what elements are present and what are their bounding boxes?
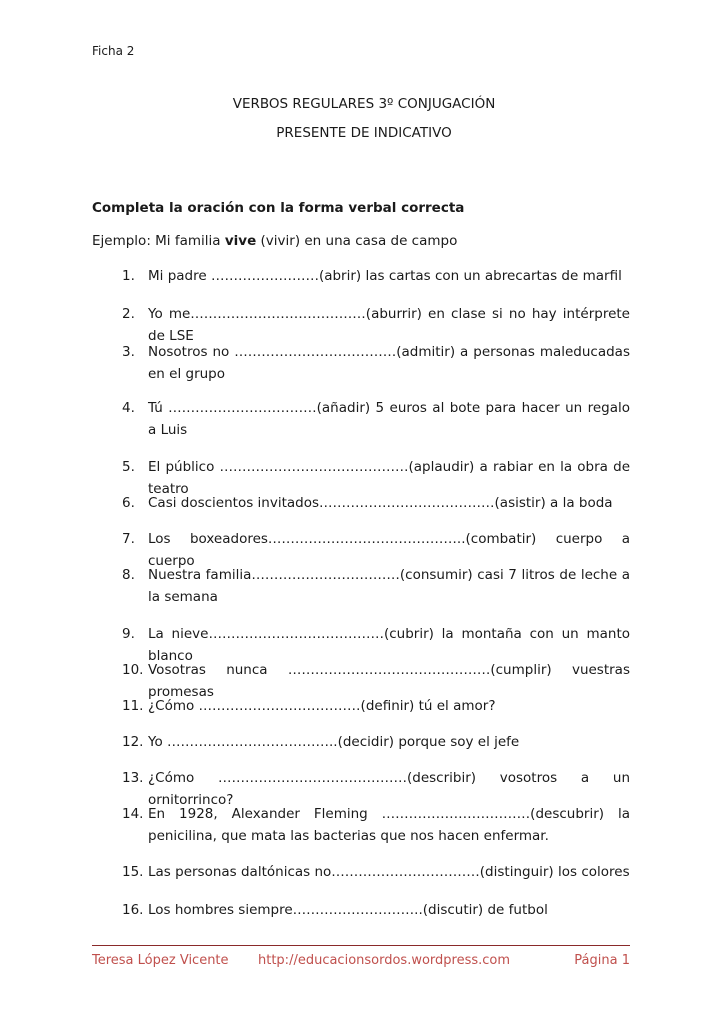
exercise-number: 8. xyxy=(122,567,135,583)
exercise-number: 5. xyxy=(122,459,135,475)
exercise-text: Casi doscientos invitados…………………………………(asistir) a la boda xyxy=(148,495,613,511)
exercise-text: Yo ………………………………..(decidir) porque soy el jefe xyxy=(148,734,520,750)
exercise-text: Nuestra familia……………………………(consumir) casi 7 litros de leche a la semana xyxy=(148,567,630,605)
exercise-number: 11. xyxy=(122,698,144,714)
exercise-text: Nosotros no ………………………………(admitir) a personas maleducadas en el grupo xyxy=(148,344,630,382)
exercise-text: Mi padre ……………………(abrir) las cartas con un abrecartas de marfil xyxy=(148,268,622,284)
exercise-text: ¿Cómo ……………………………………(describir) vosotros a un ornitorrinco? xyxy=(148,770,630,808)
exercise-text: Los boxeadores……………………………………..(combatir) cuerpo a cuerpo xyxy=(148,531,630,569)
exercise-text: El público ……………………………………(aplaudir) a rabiar en la obra de teatro xyxy=(148,459,630,497)
exercise-number: 6. xyxy=(122,495,135,511)
footer-divider xyxy=(92,945,630,946)
page-subtitle: PRESENTE DE INDICATIVO xyxy=(276,125,452,141)
exercise-number: 13. xyxy=(122,770,144,786)
exercise-number: 3. xyxy=(122,344,135,360)
exercise-number: 15. xyxy=(122,864,144,880)
exercise-number: 2. xyxy=(122,306,135,322)
exercise-text: ¿Cómo ………………………………(definir) tú el amor? xyxy=(148,698,496,714)
exercise-number: 1. xyxy=(122,268,135,284)
exercise-number: 4. xyxy=(122,400,135,416)
page-title: VERBOS REGULARES 3º CONJUGACIÓN xyxy=(232,96,496,112)
exercise-text: Vosotras nunca ………………………………………(cumplir) vuestras promesas xyxy=(148,662,630,700)
example-suffix: (vivir) en una casa de campo xyxy=(256,233,458,249)
exercise-number: 14. xyxy=(122,806,144,822)
example-prefix: Ejemplo: Mi familia xyxy=(92,233,225,249)
instruction: Completa la oración con la forma verbal correcta xyxy=(92,200,465,216)
footer-url-link[interactable]: http://educacionsordos.wordpress.com xyxy=(258,953,511,968)
exercise-text: Tú ……………………………(añadir) 5 euros al bote para hacer un regalo a Luis xyxy=(148,400,630,438)
example-answer: vive xyxy=(224,233,257,249)
exercise-number: 7. xyxy=(122,531,135,547)
exercise-number: 12. xyxy=(122,734,144,750)
footer-page-number: Página 1 xyxy=(574,953,630,968)
exercise-text: Las personas daltónicas no……………………………(distinguir) los colores xyxy=(148,864,630,880)
exercise-text: Los hombres siempre………………………..(discutir) de futbol xyxy=(148,902,548,918)
exercise-text: La nieve…………………………………(cubrir) la montaña con un manto blanco xyxy=(148,626,630,664)
header-label: Ficha 2 xyxy=(92,44,135,58)
exercise-number: 10. xyxy=(122,662,144,678)
exercise-number: 16. xyxy=(122,902,144,918)
footer-author: Teresa López Vicente xyxy=(92,953,229,968)
exercise-number: 9. xyxy=(122,626,135,642)
exercise-text: En 1928, Alexander Fleming ……………………………(descubrir) la penicilina, que mata las bacterias que nos hacen enfermar. xyxy=(148,806,630,844)
exercise-text: Yo me…………………………………(aburrir) en clase si no hay intérprete de LSE xyxy=(148,306,630,344)
